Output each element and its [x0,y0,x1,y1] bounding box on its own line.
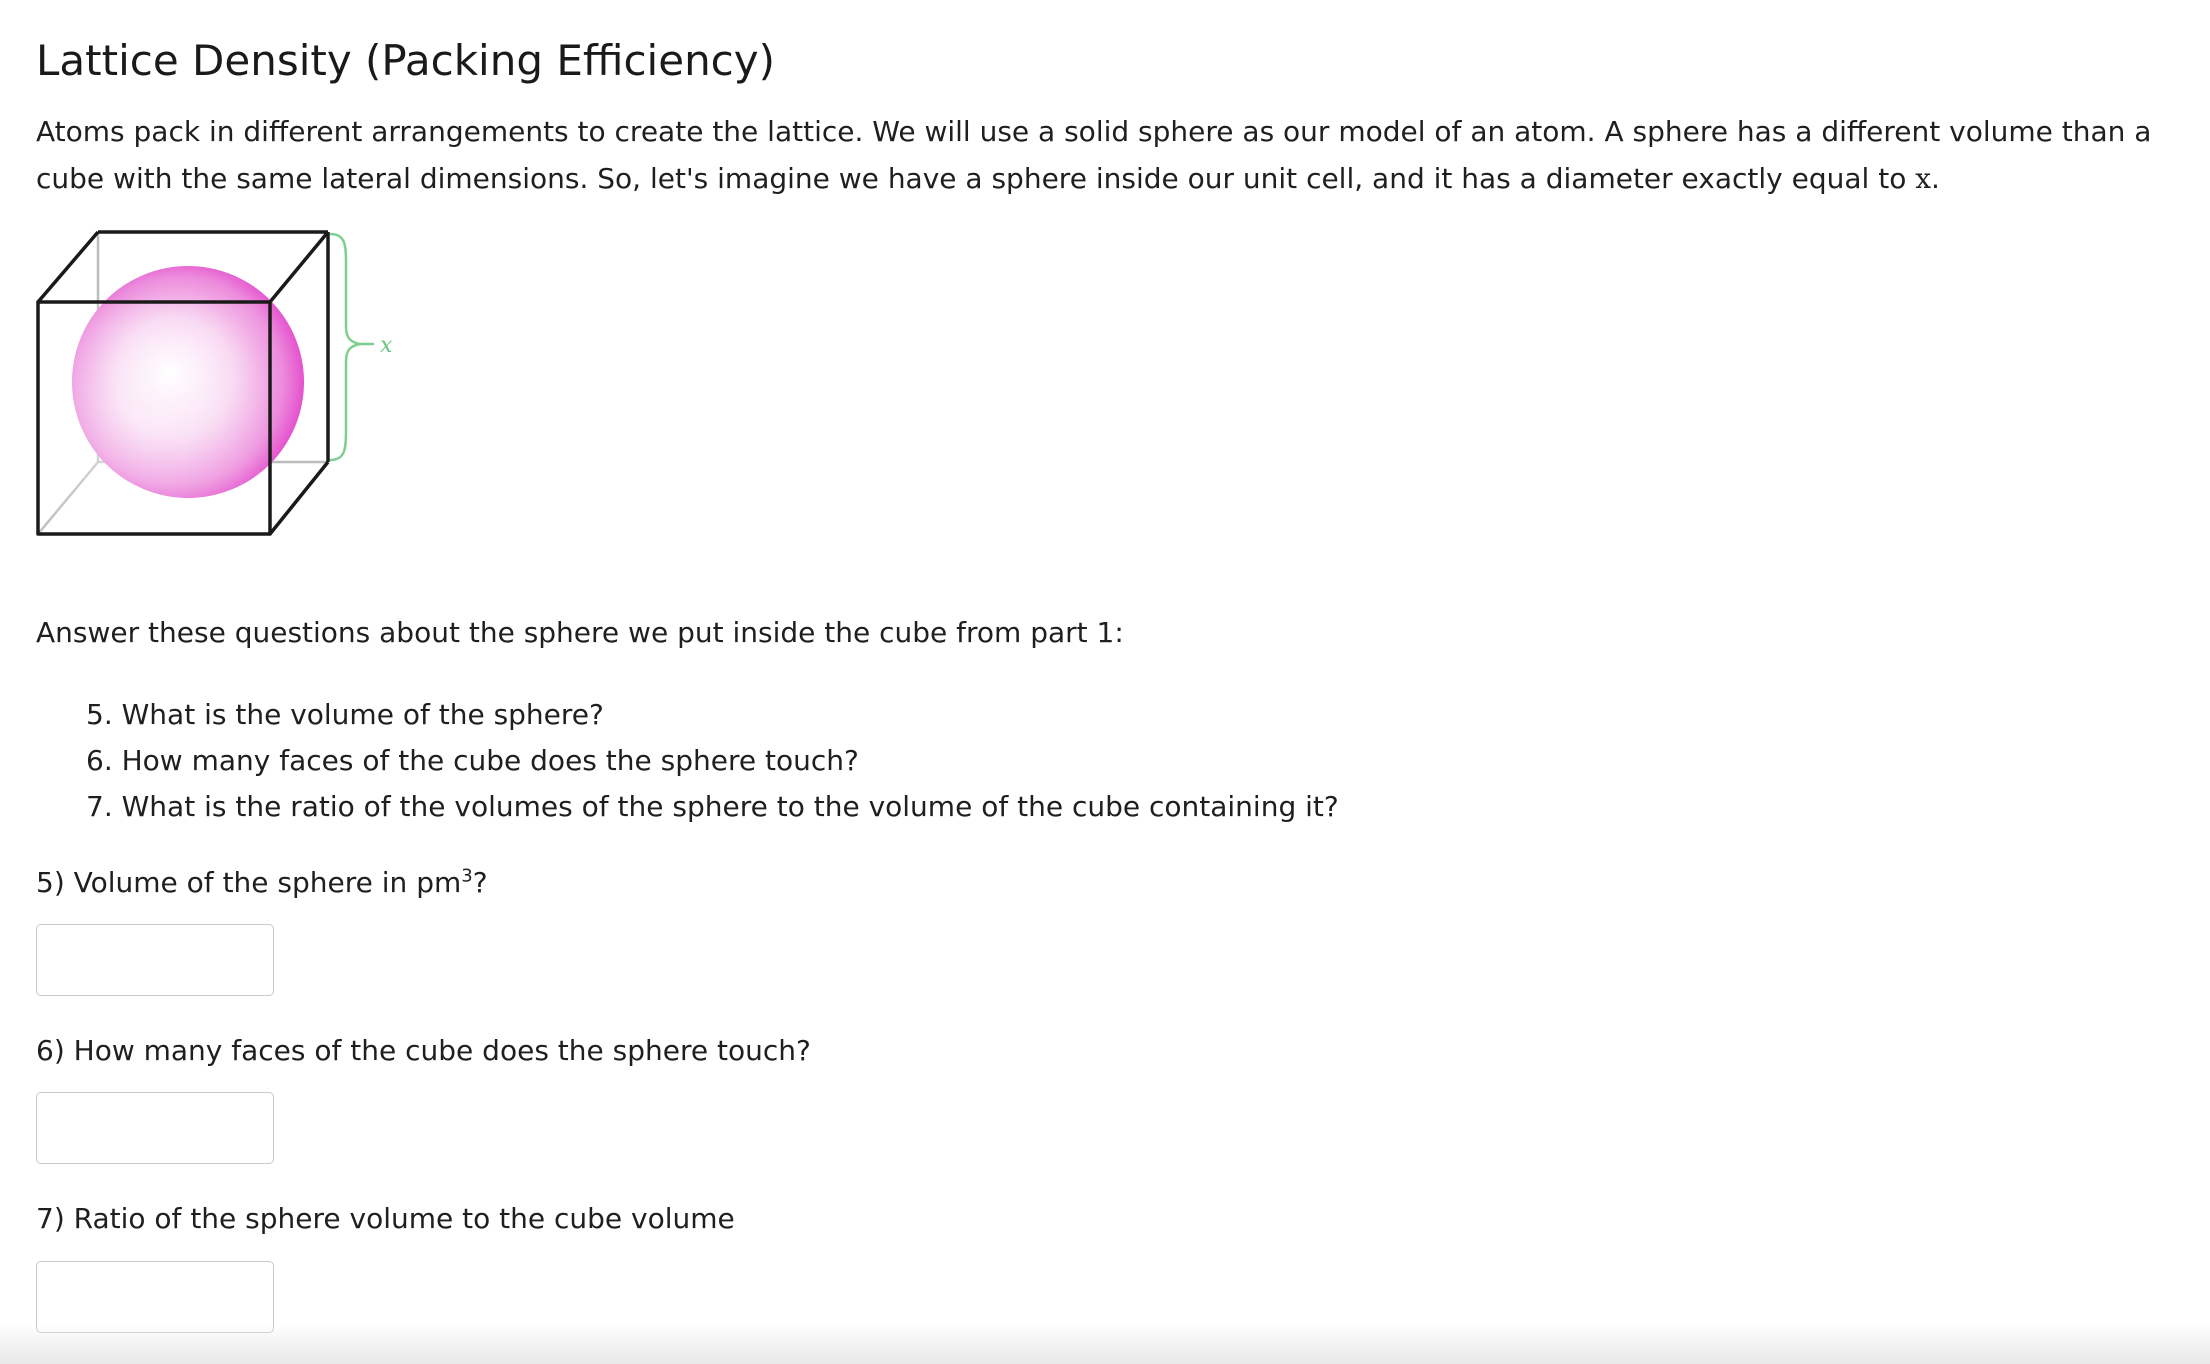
question-list [86,692,1339,830]
q5-label-superscript: 3 [461,865,473,887]
question-item: 6. How many faces of the cube does the sphere touch? [86,744,859,777]
q5-label [36,866,488,899]
question-item: 7. What is the ratio of the volumes of the sphere to the volume of the cube containing it? [86,790,1339,823]
q5-label-suffix: ? [472,866,488,899]
unit-cell-figure [36,226,416,538]
questions-prompt: Answer these questions about the sphere we put inside the cube from part 1: [36,616,1124,649]
intro-variable: x [1915,162,1932,195]
intro-text: Atoms pack in different arrangements to create the lattice. We will use a solid sphere as our model of an atom. A sphere has a different volume than a cube with the same lateral dimensions. So, let's imagine we have a sphere inside our unit cell, and it has a diameter exactly equal to [36,115,2152,195]
question-item: 5. What is the volume of the sphere? [86,698,604,731]
q7-answer-input[interactable] [36,1261,274,1333]
dimension-brace [330,234,360,460]
q5-label-text: 5) Volume of the sphere in pm [36,866,462,899]
q6-label: 6) How many faces of the cube does the sphere touch? [36,1034,811,1067]
page-title: Lattice Density (Packing Efficiency) [36,36,776,85]
dimension-label: x [380,333,393,358]
q5-answer-input[interactable] [36,924,274,996]
q7-label: 7) Ratio of the sphere volume to the cube volume [36,1202,735,1235]
bottom-scroll-shade [0,1324,2210,1364]
intro-paragraph [36,108,2176,202]
front-face-wash [38,302,270,534]
intro-end: . [1931,162,1940,195]
q6-answer-input[interactable] [36,1092,274,1164]
